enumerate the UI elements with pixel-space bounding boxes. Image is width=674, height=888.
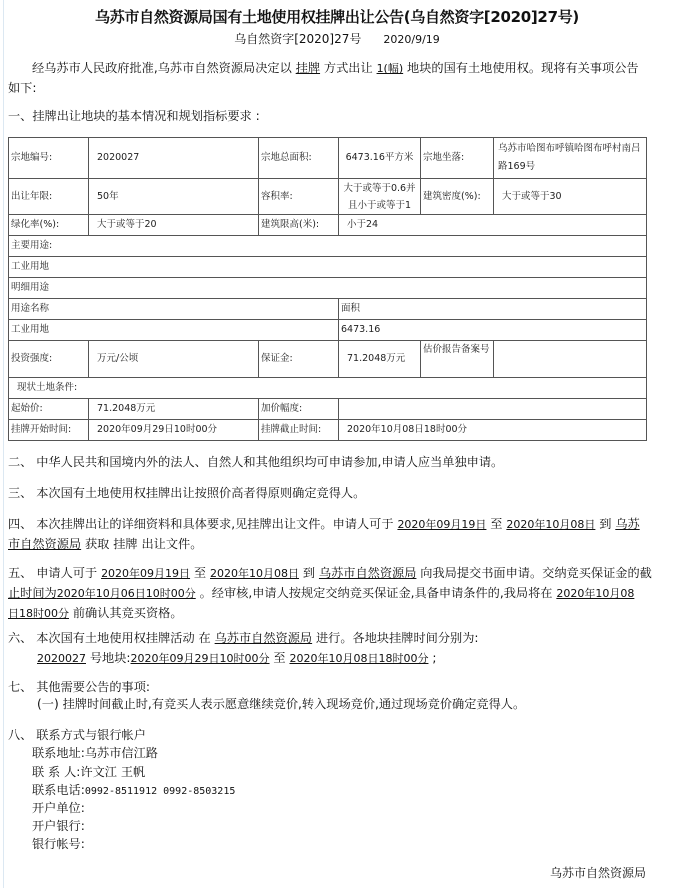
table-row bbox=[9, 399, 647, 420]
section6-parcel: 2020027 bbox=[37, 652, 86, 665]
detail-use-label: 明细用途 bbox=[9, 278, 647, 299]
main-use-value: 工业用地 bbox=[9, 257, 647, 278]
location-value: 乌苏市哈图布呼镇哈图布呼村南吕路169号 bbox=[494, 138, 647, 179]
table-row bbox=[9, 341, 647, 378]
green-value: 大于或等于20 bbox=[89, 215, 259, 236]
section5-text: 至 bbox=[190, 566, 210, 580]
section6-text: 至 bbox=[269, 651, 290, 665]
increment-value bbox=[339, 399, 647, 420]
section8-heading: 八、 联系方式与银行帐户 bbox=[8, 728, 146, 742]
section6-line1 bbox=[8, 628, 479, 648]
table-row bbox=[9, 236, 647, 257]
contact-person: 许文江 王帆 bbox=[80, 765, 146, 779]
section2: 二、 中华人民共和国境内外的法人、自然人和其他组织均可申请参加,申请人应当单独申请。 bbox=[8, 455, 504, 469]
end-time-value: 2020年10月08日18时00分 bbox=[339, 420, 647, 441]
term-value: 50年 bbox=[89, 179, 259, 215]
section5-line1 bbox=[8, 563, 652, 584]
contact-person-label: 联 系 人: bbox=[32, 765, 81, 779]
section5-text: 向我局提交书面申请。交纳竞买保证金的截 bbox=[416, 566, 652, 580]
start-time-label: 挂牌开始时间: bbox=[9, 420, 89, 441]
intro-paragraph bbox=[32, 58, 639, 79]
main-use-label: 主要用途: bbox=[9, 236, 647, 257]
section5-confirm-date: 2020年10月08 bbox=[556, 587, 635, 600]
area-value: 6473.16平方米 bbox=[339, 138, 421, 179]
parcel-count: 1(幅) bbox=[376, 62, 404, 75]
page-title: 乌苏市自然资源局国有土地使用权挂牌出让公告(乌自然资字[2020]27号) bbox=[95, 8, 579, 26]
density-value: 大于或等于30 bbox=[494, 179, 647, 215]
section6-text: 号地块: bbox=[86, 651, 131, 665]
contact-phone: 0992-8511912 0992-8503215 bbox=[84, 786, 236, 797]
use-area-header: 面积 bbox=[339, 299, 647, 320]
start-price-value: 71.2048万元 bbox=[89, 399, 259, 420]
signature: 乌苏市自然资源局 bbox=[549, 866, 646, 880]
section3: 三、 本次国有土地使用权挂牌出让按照价高者得原则确定竞得人。 bbox=[8, 486, 366, 500]
contact-person-row bbox=[32, 762, 145, 782]
far-label: 容积率: bbox=[259, 179, 339, 215]
table-row bbox=[9, 420, 647, 441]
section4-text: 获取 挂牌 出让文件。 bbox=[81, 537, 203, 551]
section6-place: 乌苏市自然资源局 bbox=[214, 631, 313, 645]
section5-text: 前确认其竞买资格。 bbox=[69, 606, 183, 620]
end-time-label: 挂牌截止时间: bbox=[259, 420, 339, 441]
section5-to-date: 2020年10月08日 bbox=[210, 567, 299, 580]
section6-to: 2020年10月08日18时00分 bbox=[289, 652, 429, 665]
section5-confirm-time: 日18时00分 bbox=[8, 607, 69, 620]
section4-from-date: 2020年09月19日 bbox=[397, 518, 487, 531]
section5-place: 乌苏市自然资源局 bbox=[318, 566, 417, 580]
deposit-value: 71.2048万元 bbox=[339, 341, 421, 378]
use-name: 工业用地 bbox=[9, 320, 339, 341]
section1-heading: 一、挂牌出让地块的基本情况和规划指标要求 : bbox=[8, 109, 260, 123]
table-row bbox=[9, 179, 647, 215]
height-value: 小于24 bbox=[339, 215, 647, 236]
height-label: 建筑限高(米): bbox=[259, 215, 339, 236]
appraisal-label: 估价报告备案号 bbox=[421, 341, 494, 378]
location-label: 宗地坐落: bbox=[421, 138, 494, 179]
appraisal-value bbox=[494, 341, 647, 378]
density-label: 建筑密度(%): bbox=[421, 179, 494, 215]
increment-label: 加价幅度: bbox=[259, 399, 339, 420]
section7-heading: 七、 其他需要公告的事项: bbox=[8, 680, 151, 694]
green-label: 绿化率(%): bbox=[9, 215, 89, 236]
start-time-value: 2020年09月29日10时00分 bbox=[89, 420, 259, 441]
invest-label: 投资强度: bbox=[9, 341, 89, 378]
invest-value: 万元/公顷 bbox=[89, 341, 259, 378]
section4-text: 到 bbox=[595, 517, 616, 531]
bank-label: 开户银行: bbox=[32, 819, 85, 833]
contact-address: 乌苏市信江路 bbox=[84, 746, 158, 760]
land-condition-label: 现状土地条件: bbox=[9, 378, 647, 399]
section5-text: 到 bbox=[299, 566, 319, 580]
section4-line1 bbox=[8, 514, 640, 535]
section4-place: 乌苏 bbox=[615, 517, 640, 531]
intro-line2: 如下: bbox=[8, 81, 37, 95]
section5-line3 bbox=[8, 603, 183, 624]
start-price-label: 起始价: bbox=[9, 399, 89, 420]
section7-item1: (一) 挂牌时间截止时,有竞买人表示愿意继续竞价,转入现场竞价,通过现场竞价确定竞得人。 bbox=[37, 697, 526, 711]
transfer-method: 挂牌 bbox=[295, 61, 321, 75]
section6-line2 bbox=[37, 648, 436, 669]
intro-text: 方式出让 bbox=[320, 61, 377, 75]
section5-deadline: 2020年10月06日10时00分 bbox=[56, 587, 196, 600]
contact-address-label: 联系地址: bbox=[32, 746, 85, 760]
use-name-header: 用途名称 bbox=[9, 299, 339, 320]
intro-text: 地块的国有土地使用权。现将有关事项公告 bbox=[403, 61, 639, 75]
section4-text: 四、 本次挂牌出让的详细资料和具体要求,见挂牌出让文件。申请人可于 bbox=[8, 517, 398, 531]
deposit-label: 保证金: bbox=[259, 341, 339, 378]
table-row bbox=[9, 138, 647, 179]
area-label: 宗地总面积: bbox=[259, 138, 339, 179]
doc-meta bbox=[0, 30, 674, 47]
use-area: 6473.16 bbox=[339, 320, 647, 341]
section5-text: 止时间为 bbox=[8, 586, 57, 600]
parcel-info-table bbox=[8, 137, 647, 441]
table-row bbox=[9, 378, 647, 399]
section4-place-cont: 市自然资源局 bbox=[8, 537, 82, 551]
table-row bbox=[9, 215, 647, 236]
table-row bbox=[9, 320, 647, 341]
section4-text: 至 bbox=[486, 517, 507, 531]
intro-text: 经乌苏市人民政府批准,乌苏市自然资源局决定以 bbox=[32, 61, 296, 75]
section5-line2 bbox=[8, 583, 634, 604]
doc-number: 乌自然资字[2020]27号 bbox=[234, 32, 362, 46]
account-unit-label: 开户单位: bbox=[32, 801, 85, 815]
page-left-border bbox=[3, 0, 4, 888]
parcel-no-label: 宗地编号: bbox=[9, 138, 89, 179]
section4-to-date: 2020年10月08日 bbox=[506, 518, 596, 531]
contact-phone-label: 联系电话: bbox=[32, 783, 85, 797]
table-row bbox=[9, 257, 647, 278]
contact-address-row bbox=[32, 743, 158, 763]
section5-from-date: 2020年09月19日 bbox=[101, 567, 191, 580]
section6-from: 2020年09月29日10时00分 bbox=[130, 652, 270, 665]
section4-line2 bbox=[8, 534, 202, 554]
section6-text: 进行。各地块挂牌时间分别为: bbox=[312, 631, 479, 645]
section5-text: 。经审核,申请人按规定交纳竞买保证金,具备申请条件的,我局将在 bbox=[195, 586, 557, 600]
table-row bbox=[9, 278, 647, 299]
section6-text: 六、 本次国有土地使用权挂牌活动 在 bbox=[8, 631, 215, 645]
far-value: 大于或等于0.6并且小于或等于1 bbox=[339, 179, 421, 215]
term-label: 出让年限: bbox=[9, 179, 89, 215]
parcel-no: 2020027 bbox=[89, 138, 259, 179]
section5-text: 五、 申请人可于 bbox=[8, 566, 102, 580]
section6-text: ; bbox=[428, 651, 437, 665]
account-no-label: 银行帐号: bbox=[32, 837, 85, 851]
table-row bbox=[9, 299, 647, 320]
doc-date: 2020/9/19 bbox=[383, 33, 440, 46]
